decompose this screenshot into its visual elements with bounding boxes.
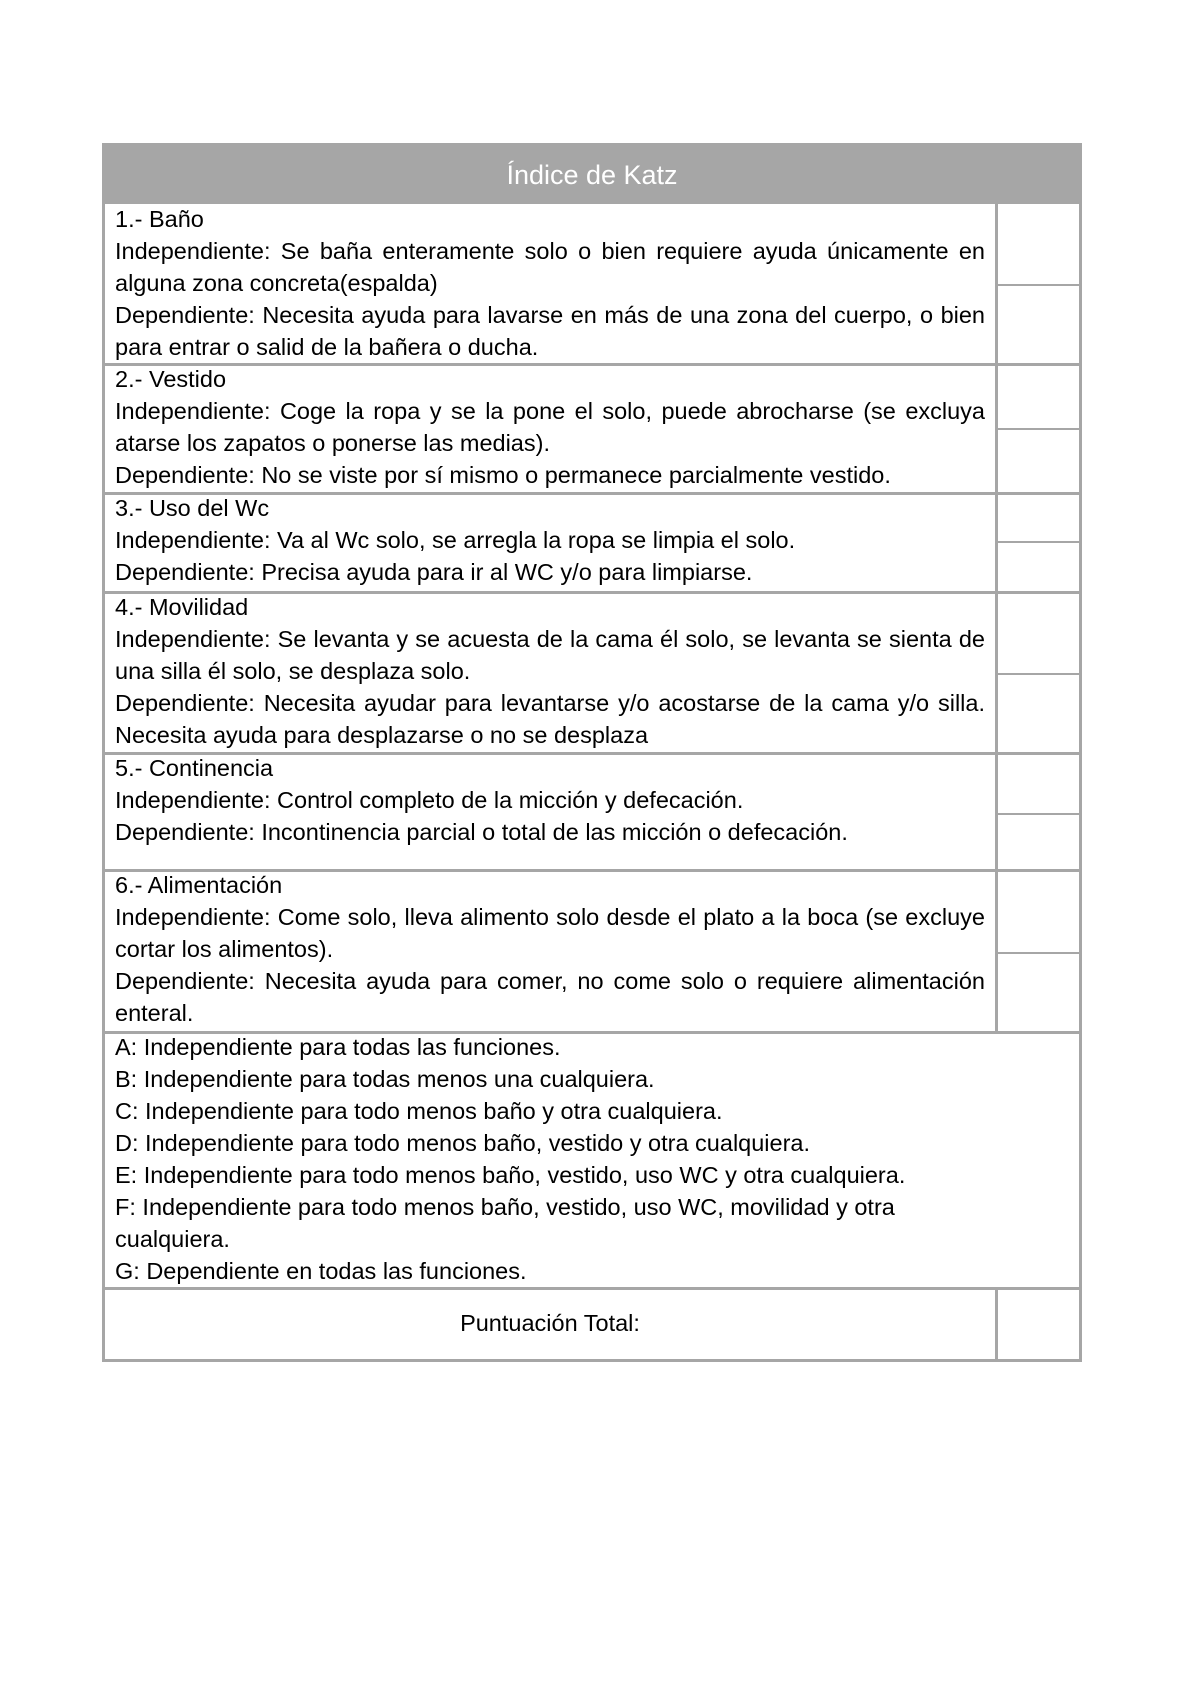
item-independiente: Independiente: Coge la ropa y se la pone el solo, puede abrocharse (se excluya atarse los zapatos o ponerse las medias). [115,398,985,456]
score-cell-movilidad-dependiente[interactable] [998,675,1079,752]
item-dependiente: Dependiente: Necesita ayuda para comer, no come solo o requiere alimentación enteral. [115,968,985,1026]
item-alimentacion [115,869,985,1029]
score-cell-bano-independiente[interactable] [998,204,1079,284]
score-cell-continencia-independiente[interactable] [998,755,1079,813]
item-dependiente: Dependiente: Necesita ayuda para lavarse en más de una zona del cuerpo, o bien para entrar o salid de la bañera o ducha. [115,302,985,360]
score-cell-total[interactable] [998,1290,1079,1359]
item-independiente: Independiente: Se levanta y se acuesta de la cama él solo, se levanta se sienta de una silla él solo, se desplaza solo. [115,626,985,684]
item-heading: 6.- Alimentación [115,872,283,898]
grade-a: A: Independiente para todas las funciones. [115,1034,561,1060]
item-independiente: Independiente: Control completo de la micción y defecación. [115,787,744,813]
item-continencia [115,752,985,848]
item-independiente: Independiente: Va al Wc solo, se arregla la ropa se limpia el solo. [115,527,796,553]
item-vestido [115,363,985,491]
item-dependiente: Dependiente: Necesita ayudar para levantarse y/o acostarse de la cama y/o silla. Necesita ayuda para desplazarse o no se desplaza [115,690,985,748]
item-dependiente: Dependiente: No se viste por sí mismo o permanece parcialmente vestido. [115,462,891,488]
item-bano [115,203,985,363]
score-cell-bano-dependiente[interactable] [998,286,1079,363]
grade-e: E: Independiente para todo menos baño, vestido, uso WC y otra cualquiera. [115,1162,906,1188]
item-independiente: Independiente: Se baña enteramente solo o bien requiere ayuda únicamente en alguna zona concreta(espalda) [115,238,985,296]
item-dependiente: Dependiente: Incontinencia parcial o total de las micción o defecación. [115,819,848,845]
grade-f: F: Independiente para todo menos baño, vestido, uso WC, movilidad y otra cualquiera. [115,1194,895,1252]
katz-index-table [102,143,1082,1362]
section-divider [105,1287,1079,1290]
grade-c: C: Independiente para todo menos baño y otra cualquiera. [115,1098,723,1124]
total-label: Puntuación Total: [460,1310,640,1336]
score-cell-alimentacion-dependiente[interactable] [998,954,1079,1031]
grades-list [115,1031,1015,1287]
item-heading: 5.- Continencia [115,755,274,781]
score-cell-wc-independiente[interactable] [998,495,1079,541]
item-independiente: Independiente: Come solo, lleva alimento solo desde el plato a la boca (se excluye cortar los alimentos). [115,904,985,962]
item-uso-wc [115,492,985,588]
table-title: Índice de Katz [105,146,1079,204]
score-cell-wc-dependiente[interactable] [998,543,1079,591]
item-dependiente: Dependiente: Precisa ayuda para ir al WC y/o para limpiarse. [115,559,753,585]
grade-d: D: Independiente para todo menos baño, vestido y otra cualquiera. [115,1130,811,1156]
item-heading: 4.- Movilidad [115,594,249,620]
score-cell-continencia-dependiente[interactable] [998,815,1079,869]
grade-b: B: Independiente para todas menos una cualquiera. [115,1066,655,1092]
item-heading: 2.- Vestido [115,366,227,392]
score-cell-vestido-independiente[interactable] [998,366,1079,428]
grade-g: G: Dependiente en todas las funciones. [115,1258,527,1284]
score-cell-movilidad-independiente[interactable] [998,594,1079,673]
score-cell-vestido-dependiente[interactable] [998,430,1079,492]
score-cell-alimentacion-independiente[interactable] [998,872,1079,952]
item-movilidad [115,591,985,751]
item-heading: 1.- Baño [115,206,204,232]
item-heading: 3.- Uso del Wc [115,495,270,521]
